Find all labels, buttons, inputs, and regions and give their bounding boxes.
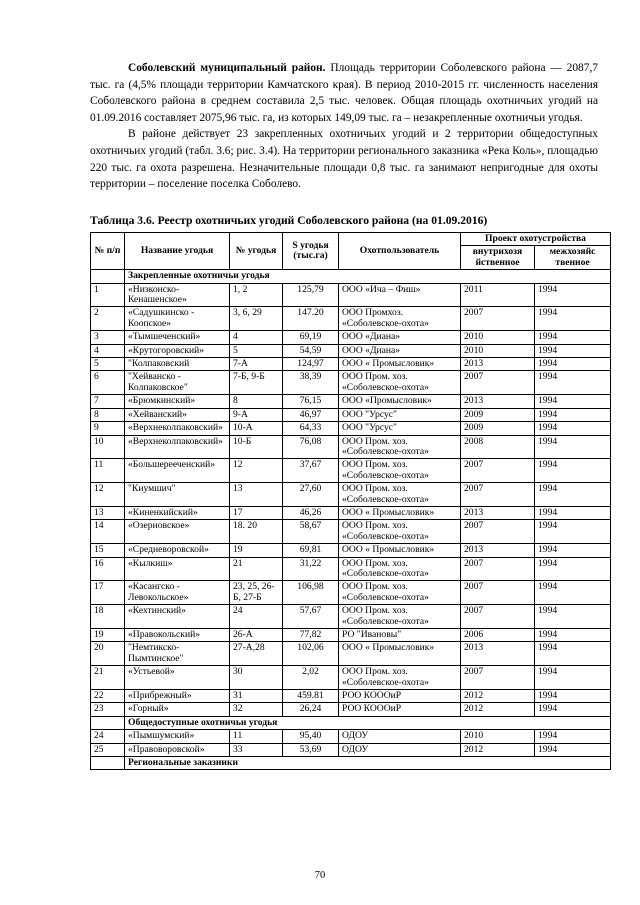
table-row	[91, 743, 611, 756]
area-value: 124,97	[283, 358, 339, 371]
row-number: 2	[91, 307, 125, 331]
project-inner-year: 2007	[461, 307, 535, 331]
row-number: 13	[91, 506, 125, 519]
area-value: 54,59	[283, 344, 339, 357]
project-inner-year: 2013	[461, 642, 535, 666]
hunting-user: ООО Пром. хоз. «Соболевское-охота»	[339, 581, 461, 605]
header-project: Проект охотустройства	[461, 233, 611, 246]
table-row	[91, 331, 611, 344]
table-row	[91, 544, 611, 557]
header-user: Охотпользователь	[339, 233, 461, 270]
row-number: 12	[91, 483, 125, 507]
table-row	[91, 629, 611, 642]
unit-number: 19	[230, 544, 283, 557]
unit-number: 26-А	[230, 629, 283, 642]
row-number: 19	[91, 629, 125, 642]
header-unit-no: № угодья	[230, 233, 283, 270]
project-inter-year: 1994	[535, 743, 611, 756]
row-number: 20	[91, 642, 125, 666]
project-inter-year: 1994	[535, 331, 611, 344]
hunting-ground-name: «Верхнеколпаковский»	[125, 435, 230, 459]
hunting-user: РОО КОООиР	[339, 703, 461, 716]
project-inner-year: 2009	[461, 408, 535, 421]
intro-paragraph-1	[90, 60, 598, 126]
table-row	[91, 371, 611, 395]
hunting-ground-name: "Хейванско - Колпаковское"	[125, 371, 230, 395]
area-value: 69,19	[283, 331, 339, 344]
table-row	[91, 581, 611, 605]
project-inter-year: 1994	[535, 358, 611, 371]
hunting-ground-name: «Правокольский»	[125, 629, 230, 642]
row-number: 24	[91, 730, 125, 743]
project-inter-year: 1994	[535, 544, 611, 557]
project-inter-year: 1994	[535, 703, 611, 716]
area-value: 27,60	[283, 483, 339, 507]
hunting-user: ОДОУ	[339, 743, 461, 756]
unit-number: 21	[230, 557, 283, 581]
hunting-user: РОО КОООиР	[339, 690, 461, 703]
table-row	[91, 642, 611, 666]
hunting-user: ООО Пром. хоз. «Соболевское-охота»	[339, 557, 461, 581]
hunting-user: ООО Пром. хоз. «Соболевское-охота»	[339, 520, 461, 544]
hunting-ground-name: «Устьевой»	[125, 666, 230, 690]
table-row	[91, 520, 611, 544]
hunting-user: ООО "Урсус"	[339, 408, 461, 421]
hunting-ground-name: «Верхнеколпаковский»	[125, 422, 230, 435]
table-row	[91, 605, 611, 629]
hunting-user: ООО « Промысловик»	[339, 506, 461, 519]
hunting-user: РО "Ивановы"	[339, 629, 461, 642]
unit-number: 12	[230, 459, 283, 483]
intro-text	[90, 60, 598, 193]
unit-number: 17	[230, 506, 283, 519]
table-row	[91, 666, 611, 690]
row-number: 8	[91, 408, 125, 421]
area-value: 102,06	[283, 642, 339, 666]
project-inter-year: 1994	[535, 520, 611, 544]
area-value: 459.81	[283, 690, 339, 703]
project-inner-year: 2007	[461, 557, 535, 581]
hunting-user: ООО Пром. хоз. «Соболевское-охота»	[339, 459, 461, 483]
unit-number: 4	[230, 331, 283, 344]
unit-number: 27-А,28	[230, 642, 283, 666]
area-value: 38,39	[283, 371, 339, 395]
unit-number: 30	[230, 666, 283, 690]
hunting-ground-name: «Тымшеченский»	[125, 331, 230, 344]
project-inner-year: 2012	[461, 690, 535, 703]
project-inter-year: 1994	[535, 642, 611, 666]
table-row	[91, 557, 611, 581]
hunting-ground-name: «Крутогоровский»	[125, 344, 230, 357]
hunting-ground-name: «Средневоровской»	[125, 544, 230, 557]
project-inner-year: 2013	[461, 358, 535, 371]
area-value: 76,08	[283, 435, 339, 459]
table-row	[91, 307, 611, 331]
project-inter-year: 1994	[535, 422, 611, 435]
project-inter-year: 1994	[535, 581, 611, 605]
row-number: 21	[91, 666, 125, 690]
hunting-ground-name: «Большерееченский»	[125, 459, 230, 483]
area-value: 77,82	[283, 629, 339, 642]
table-row	[91, 506, 611, 519]
project-inter-year: 1994	[535, 307, 611, 331]
project-inter-year: 1994	[535, 605, 611, 629]
project-inter-year: 1994	[535, 666, 611, 690]
area-value: 69,81	[283, 544, 339, 557]
hunting-user: ООО « Промысловик»	[339, 358, 461, 371]
hunting-user: ОДОУ	[339, 730, 461, 743]
section-spacer	[91, 270, 125, 283]
hunting-user: ООО Пром. хоз. «Соболевское-охота»	[339, 483, 461, 507]
project-inter-year: 1994	[535, 483, 611, 507]
project-inter-year: 1994	[535, 730, 611, 743]
hunting-user: ООО Пром. хоз. «Соболевское-охота»	[339, 371, 461, 395]
area-value: 46,26	[283, 506, 339, 519]
project-inner-year: 2006	[461, 629, 535, 642]
table-body	[91, 270, 611, 770]
hunting-ground-name: «Кехтинский»	[125, 605, 230, 629]
section-spacer	[91, 716, 125, 729]
unit-number: 7-Б, 9-Б	[230, 371, 283, 395]
hunting-user: ООО "Урсус"	[339, 422, 461, 435]
project-inner-year: 2007	[461, 605, 535, 629]
hunting-user: ООО Пром. хоз. «Соболевское-охота»	[339, 605, 461, 629]
table-row	[91, 459, 611, 483]
project-inter-year: 1994	[535, 283, 611, 307]
project-inner-year: 2012	[461, 743, 535, 756]
hunting-user: ООО « Промысловик»	[339, 544, 461, 557]
area-value: 46,97	[283, 408, 339, 421]
row-number: 4	[91, 344, 125, 357]
unit-number: 7-А	[230, 358, 283, 371]
table-row	[91, 408, 611, 421]
hunting-ground-name: «Садушкинско - Коопское»	[125, 307, 230, 331]
table-row	[91, 358, 611, 371]
area-value: 125,79	[283, 283, 339, 307]
unit-number: 8	[230, 395, 283, 408]
project-inner-year: 2013	[461, 395, 535, 408]
row-number: 7	[91, 395, 125, 408]
unit-number: 3, 6, 29	[230, 307, 283, 331]
project-inter-year: 1994	[535, 557, 611, 581]
section-title: Общедоступные охотничьи угодья	[125, 716, 611, 729]
project-inter-year: 1994	[535, 371, 611, 395]
unit-number: 33	[230, 743, 283, 756]
section-row	[91, 757, 611, 770]
hunting-ground-name: "Немтикско-Пымтинское"	[125, 642, 230, 666]
project-inter-year: 1994	[535, 690, 611, 703]
hunting-user: ООО Пром. хоз. «Соболевское-охота»	[339, 666, 461, 690]
section-title: Региональные заказники	[125, 757, 611, 770]
hunting-user: ООО « Промысловик»	[339, 642, 461, 666]
project-inner-year: 2013	[461, 544, 535, 557]
hunting-user: ООО Промхоз. «Соболевское-охота»	[339, 307, 461, 331]
hunting-user: ООО Пром. хоз. «Соболевское-охота»	[339, 435, 461, 459]
hunting-user: ООО «Ича – Фиш»	[339, 283, 461, 307]
project-inter-year: 1994	[535, 435, 611, 459]
section-spacer	[91, 757, 125, 770]
area-value: 147.20	[283, 307, 339, 331]
row-number: 25	[91, 743, 125, 756]
header-inter: межхозяйс твенное	[535, 246, 611, 270]
project-inner-year: 2010	[461, 344, 535, 357]
section-row	[91, 716, 611, 729]
project-inner-year: 2012	[461, 703, 535, 716]
row-number: 9	[91, 422, 125, 435]
header-area: S угодья (тыс.га)	[283, 233, 339, 270]
unit-number: 10-А	[230, 422, 283, 435]
project-inner-year: 2010	[461, 730, 535, 743]
table-row	[91, 435, 611, 459]
header-inner: внутрихозя йственное	[461, 246, 535, 270]
hunting-ground-name: «Кылкиш»	[125, 557, 230, 581]
project-inner-year: 2013	[461, 506, 535, 519]
project-inner-year: 2008	[461, 435, 535, 459]
project-inter-year: 1994	[535, 506, 611, 519]
project-inner-year: 2007	[461, 371, 535, 395]
area-value: 2,02	[283, 666, 339, 690]
row-number: 3	[91, 331, 125, 344]
row-number: 5	[91, 358, 125, 371]
hunting-ground-name: "Киумшич"	[125, 483, 230, 507]
unit-number: 23, 25, 26-Б, 27-Б	[230, 581, 283, 605]
project-inner-year: 2007	[461, 581, 535, 605]
project-inter-year: 1994	[535, 629, 611, 642]
row-number: 18	[91, 605, 125, 629]
section-row	[91, 270, 611, 283]
project-inner-year: 2011	[461, 283, 535, 307]
area-value: 53,69	[283, 743, 339, 756]
unit-number: 10-Б	[230, 435, 283, 459]
unit-number: 5	[230, 344, 283, 357]
area-value: 95,40	[283, 730, 339, 743]
hunting-ground-name: «Озерновское»	[125, 520, 230, 544]
page-number: 70	[314, 870, 326, 881]
row-number: 22	[91, 690, 125, 703]
hunting-ground-name: «Брюмкинский»	[125, 395, 230, 408]
section-title: Закрепленные охотничьи угодья	[125, 270, 611, 283]
unit-number: 18. 20	[230, 520, 283, 544]
table-row	[91, 344, 611, 357]
project-inner-year: 2010	[461, 331, 535, 344]
intro-paragraph-1-body: Площадь территории Соболевского района — 2087,7 тыс. га (4,5% площади территории Камчатского края). В период 2010-2015 гг. численность населения Соболевского района в среднем составила 2,5 тыс. человек. Общая площадь охотничьих угодий на 01.09.2016 составляет 2075,96 тыс. га, из которых 149,09 тыс. га – незакрепленные охотничьи угодья.	[90, 62, 598, 124]
hunting-user: ООО «Промысловик»	[339, 395, 461, 408]
hunting-ground-name: «Пымшумский»	[125, 730, 230, 743]
table-row	[91, 690, 611, 703]
unit-number: 11	[230, 730, 283, 743]
row-number: 16	[91, 557, 125, 581]
row-number: 23	[91, 703, 125, 716]
row-number: 11	[91, 459, 125, 483]
row-number: 1	[91, 283, 125, 307]
table-row	[91, 422, 611, 435]
project-inner-year: 2007	[461, 459, 535, 483]
hunting-ground-name: «Правоворовской»	[125, 743, 230, 756]
district-title: Соболевский муниципальный район.	[128, 62, 326, 74]
hunting-user: ООО «Диана»	[339, 331, 461, 344]
hunting-ground-name: «Горный»	[125, 703, 230, 716]
project-inner-year: 2009	[461, 422, 535, 435]
table-row	[91, 483, 611, 507]
table-row	[91, 283, 611, 307]
unit-number: 13	[230, 483, 283, 507]
project-inner-year: 2007	[461, 483, 535, 507]
hunting-user: ООО «Диана»	[339, 344, 461, 357]
table-row	[91, 703, 611, 716]
row-number: 14	[91, 520, 125, 544]
hunting-ground-name: «Прибрежный»	[125, 690, 230, 703]
project-inner-year: 2007	[461, 520, 535, 544]
row-number: 10	[91, 435, 125, 459]
project-inter-year: 1994	[535, 344, 611, 357]
row-number: 15	[91, 544, 125, 557]
hunting-ground-name: «Низконско-Кенашенское»	[125, 283, 230, 307]
project-inner-year: 2007	[461, 666, 535, 690]
unit-number: 9-А	[230, 408, 283, 421]
header-num: № п/п	[91, 233, 125, 270]
hunting-ground-name: «Хейванский»	[125, 408, 230, 421]
table-row	[91, 395, 611, 408]
area-value: 64,33	[283, 422, 339, 435]
table-caption: Таблица 3.6. Реестр охотничьих угодий Соболевского района (на 01.09.2016)	[90, 214, 488, 227]
table-row	[91, 730, 611, 743]
area-value: 58,67	[283, 520, 339, 544]
hunting-ground-name: "Колпаковский	[125, 358, 230, 371]
hunting-ground-name: «Касангско - Левокольское»	[125, 581, 230, 605]
project-inter-year: 1994	[535, 395, 611, 408]
project-inter-year: 1994	[535, 408, 611, 421]
area-value: 106,98	[283, 581, 339, 605]
unit-number: 1, 2	[230, 283, 283, 307]
row-number: 17	[91, 581, 125, 605]
area-value: 31,22	[283, 557, 339, 581]
row-number: 6	[91, 371, 125, 395]
area-value: 37,67	[283, 459, 339, 483]
hunting-grounds-table	[90, 232, 611, 770]
area-value: 57,67	[283, 605, 339, 629]
unit-number: 32	[230, 703, 283, 716]
header-name: Название угодья	[125, 233, 230, 270]
area-value: 76,15	[283, 395, 339, 408]
hunting-ground-name: «Киненкийский»	[125, 506, 230, 519]
intro-paragraph-2: В районе действует 23 закрепленных охотничьих угодий и 2 территории общедоступных охотничьих угодий (табл. 3.6; рис. 3.4). На территории регионального заказника «Река Коль», площадью 220 тыс. га охота разрешена. Незначительные площади 0,8 тыс. га занимают непригодные для охоты территории – поселение поселка Соболево.	[90, 128, 598, 191]
project-inter-year: 1994	[535, 459, 611, 483]
area-value: 26,24	[283, 703, 339, 716]
unit-number: 31	[230, 690, 283, 703]
unit-number: 24	[230, 605, 283, 629]
